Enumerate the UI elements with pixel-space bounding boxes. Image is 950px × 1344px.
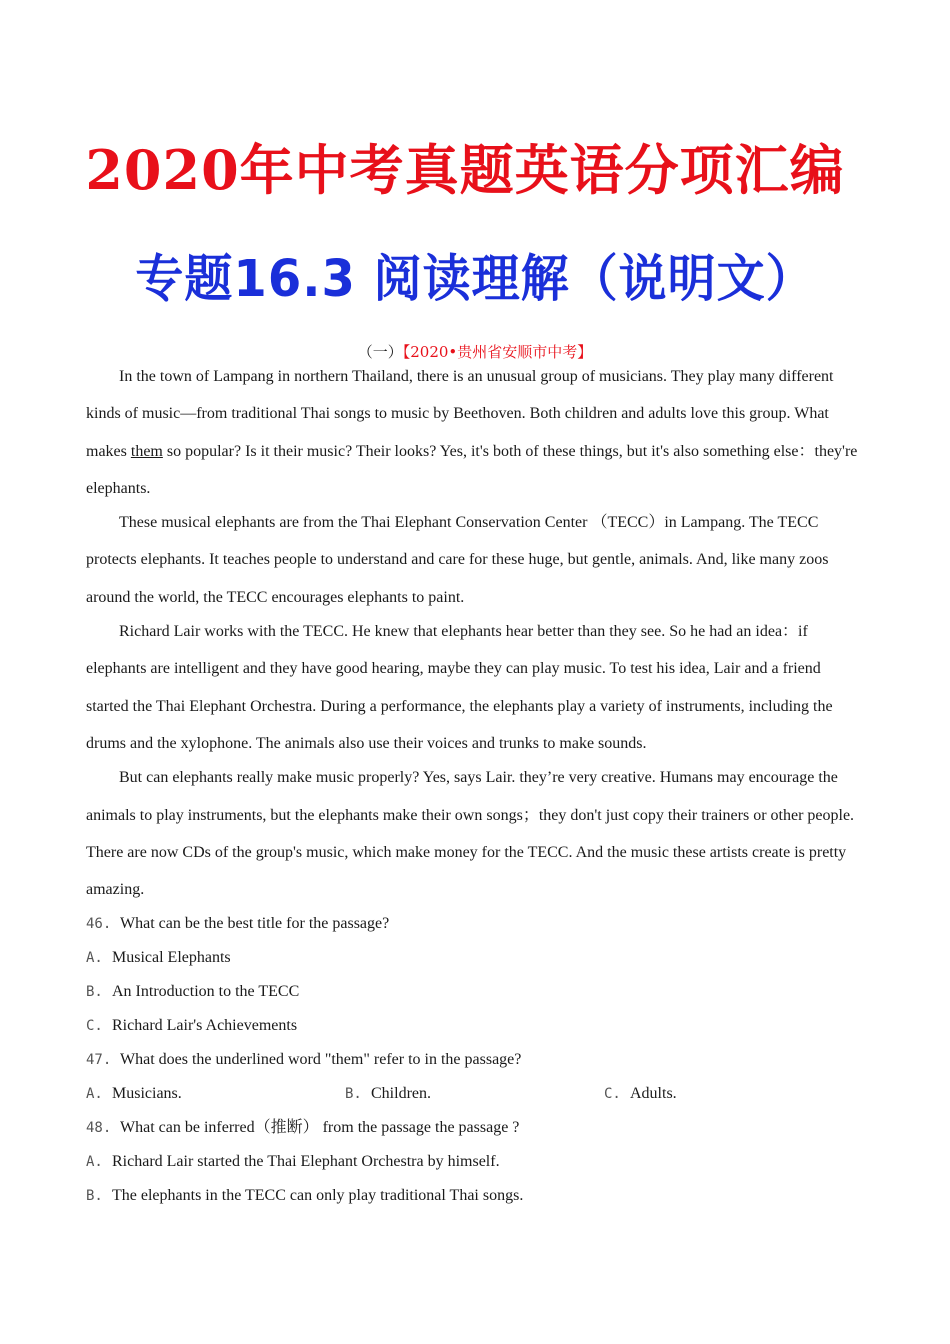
option-letter: A. bbox=[86, 1086, 103, 1102]
option-47-c[interactable] bbox=[604, 1077, 677, 1111]
option-letter: C. bbox=[604, 1086, 621, 1102]
question-text: What does the underlined word "them" refer to in the passage? bbox=[120, 1051, 522, 1068]
option-letter: A. bbox=[86, 950, 103, 966]
option-letter: A. bbox=[86, 1154, 103, 1170]
reading-passage bbox=[86, 358, 866, 908]
question-text: What can be inferred（推断） from the passage the passage ? bbox=[120, 1119, 520, 1136]
option-text: Musical Elephants bbox=[112, 949, 231, 966]
section-source: 【2020•贵州省安顺市中考】 bbox=[402, 343, 593, 361]
passage-paragraph-1 bbox=[86, 358, 866, 507]
question-number: 47. bbox=[86, 1052, 112, 1068]
p1-text-before: In the town of Lampang in northern Thailand, there is an unusual group of musicians. They play many different kinds of music—from traditional Thai songs to music by Beethoven. Both children and adults love this group. What makes bbox=[86, 368, 834, 460]
option-letter: C. bbox=[86, 1018, 103, 1034]
option-text: Adults. bbox=[630, 1085, 677, 1102]
option-text: Musicians. bbox=[112, 1085, 182, 1102]
question-47 bbox=[86, 1043, 876, 1077]
question-list bbox=[86, 907, 876, 1213]
subtitle: 专题16.3 阅读理解（说明文） bbox=[135, 249, 815, 309]
option-48-b[interactable] bbox=[86, 1179, 876, 1213]
option-text: Richard Lair's Achievements bbox=[112, 1017, 298, 1034]
question-number: 48. bbox=[86, 1120, 112, 1136]
main-title: 2020年中考真题英语分项汇编 bbox=[85, 138, 845, 202]
question-48 bbox=[86, 1111, 876, 1145]
option-47-b[interactable] bbox=[345, 1077, 431, 1111]
passage-paragraph-3: Richard Lair works with the TECC. He knew that elephants hear better than they see. So he had an idea：if elephants are intelligent and they have good hearing, maybe they can play music. To test his idea, Lair and a friend started the Thai Elephant Orchestra. During a performance, the elephants play a variety of instruments, including the drums and the xylophone. The animals also use their voices and trunks to make sounds. bbox=[86, 623, 833, 752]
option-46-c[interactable] bbox=[86, 1009, 876, 1043]
option-letter: B. bbox=[86, 984, 103, 1000]
option-46-b[interactable] bbox=[86, 975, 876, 1009]
option-text: Children. bbox=[371, 1085, 431, 1102]
option-47-a[interactable] bbox=[86, 1077, 182, 1111]
option-letter: B. bbox=[345, 1086, 362, 1102]
options-row-47 bbox=[86, 1077, 876, 1111]
p1-text-after: so popular? Is it their music? Their looks? Yes, it's both of these things, but it's also something else：they're elephants. bbox=[86, 442, 858, 497]
option-text: The elephants in the TECC can only play traditional Thai songs. bbox=[112, 1187, 524, 1204]
option-text: An Introduction to the TECC bbox=[112, 983, 300, 1000]
passage-paragraph-4: But can elephants really make music properly? Yes, says Lair. they’re very creative. Humans may encourage the animals to play instruments, but the elephants make their own songs；they don't just copy their trainers or other people. There are now CDs of the group's music, which make money for the TECC. And the music these artists create is pretty amazing. bbox=[86, 769, 855, 899]
question-number: 46. bbox=[86, 916, 112, 932]
question-46 bbox=[86, 907, 876, 941]
option-letter: B. bbox=[86, 1188, 103, 1204]
passage-paragraph-2: These musical elephants are from the Thai Elephant Conservation Center （TECC）in Lampang. The TECC protects elephants. It teaches people to understand and care for these huge, but gentle, animals. And, like many zoos around the world, the TECC encourages elephants to paint. bbox=[86, 514, 829, 606]
section-label: （一） bbox=[357, 343, 403, 361]
option-46-a[interactable] bbox=[86, 941, 876, 975]
option-48-a[interactable] bbox=[86, 1145, 876, 1179]
question-text: What can be the best title for the passage? bbox=[120, 915, 390, 932]
option-text: Richard Lair started the Thai Elephant Orchestra by himself. bbox=[112, 1153, 500, 1170]
underlined-word-them: them bbox=[130, 442, 163, 460]
